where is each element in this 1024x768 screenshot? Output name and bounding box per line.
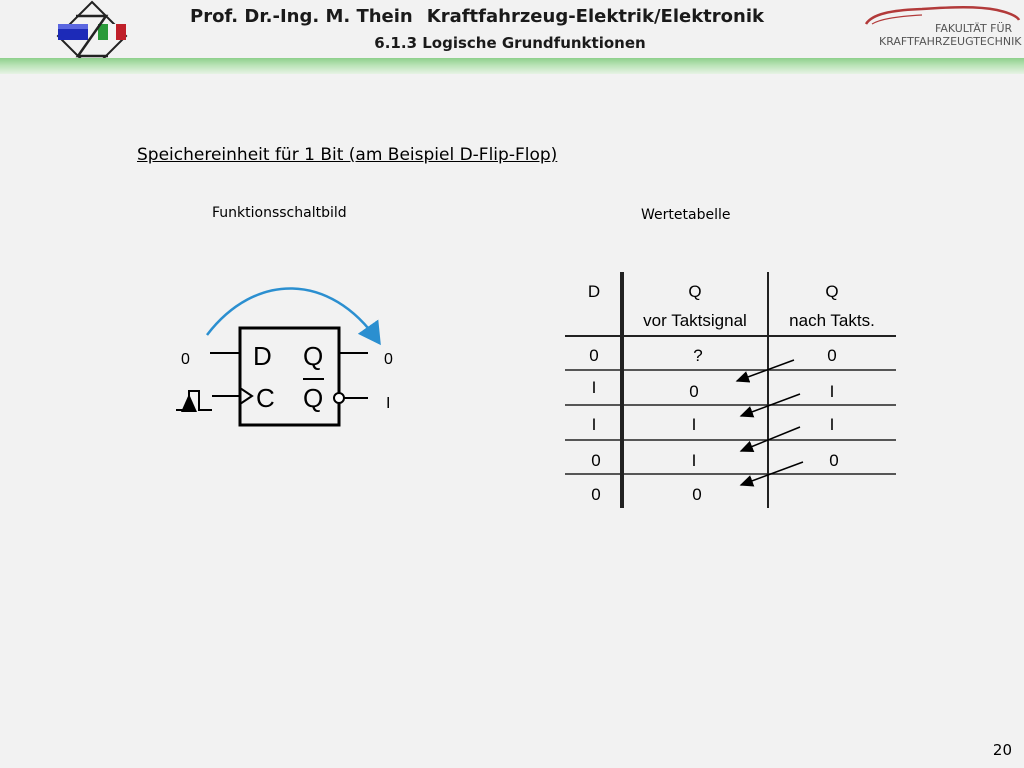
feedback-arrow	[741, 427, 800, 451]
cell-d: I	[591, 378, 597, 397]
cell-q-after: I	[829, 415, 835, 434]
clock-triangle	[240, 388, 252, 404]
pin-q-label: Q	[303, 341, 324, 371]
author-name: Prof. Dr.-Ing. M. Thein	[190, 6, 413, 27]
slide-header	[0, 0, 1024, 62]
cell-q-after: 0	[829, 451, 839, 470]
section-title: 6.1.3 Logische Grundfunktionen	[374, 34, 646, 52]
page-number: 20	[992, 741, 1012, 759]
pin-c-label: C	[256, 383, 275, 413]
cell-d: 0	[589, 346, 599, 365]
output-qbar-value: I	[386, 395, 391, 412]
feedback-arrow	[741, 394, 800, 416]
diagram-label: Funktionsschaltbild	[212, 205, 347, 221]
cell-q-before: I	[691, 415, 697, 434]
header-q-before-sub: vor Taktsignal	[643, 311, 747, 330]
rising-edge-pulse-icon	[176, 391, 212, 410]
cell-q-before: 0	[692, 485, 702, 504]
input-d-value: 0	[181, 351, 190, 368]
cell-q-before: I	[691, 451, 697, 470]
cell-d: I	[591, 415, 597, 434]
pin-qbar-label: Q	[303, 383, 324, 413]
faculty-line-2: KRAFTFAHRZEUGTECHNIK	[879, 35, 1022, 48]
pin-d-label: D	[253, 341, 272, 371]
cell-d: 0	[591, 485, 601, 504]
feedback-arrow	[741, 462, 803, 485]
cell-q-after: 0	[827, 346, 837, 365]
header-q-before: Q	[688, 282, 702, 301]
faculty-line-1: FAKULTÄT FÜR	[935, 22, 1013, 35]
header-divider-band	[0, 58, 1024, 74]
table-label: Wertetabelle	[641, 207, 731, 223]
faculty-logo-text	[879, 22, 1022, 48]
header-d: D	[587, 282, 601, 301]
feedback-arrow	[737, 360, 794, 381]
inversion-bubble	[334, 393, 344, 403]
header-q-after: Q	[825, 282, 839, 301]
output-q-value: 0	[384, 351, 393, 368]
slide-heading: Speichereinheit für 1 Bit (am Beispiel D-Flip-Flop)	[137, 145, 558, 165]
data-transfer-arrow	[207, 288, 378, 341]
cell-d: 0	[591, 451, 601, 470]
flipflop-body	[240, 328, 339, 425]
slide-title	[190, 6, 850, 27]
cell-q-before: 0	[689, 382, 699, 401]
header-q-after-sub: nach Takts.	[789, 311, 875, 330]
cell-q-before: ?	[693, 346, 703, 365]
course-name: Kraftfahrzeug-Elektrik/Elektronik	[426, 6, 764, 27]
cell-q-after: I	[829, 382, 835, 401]
